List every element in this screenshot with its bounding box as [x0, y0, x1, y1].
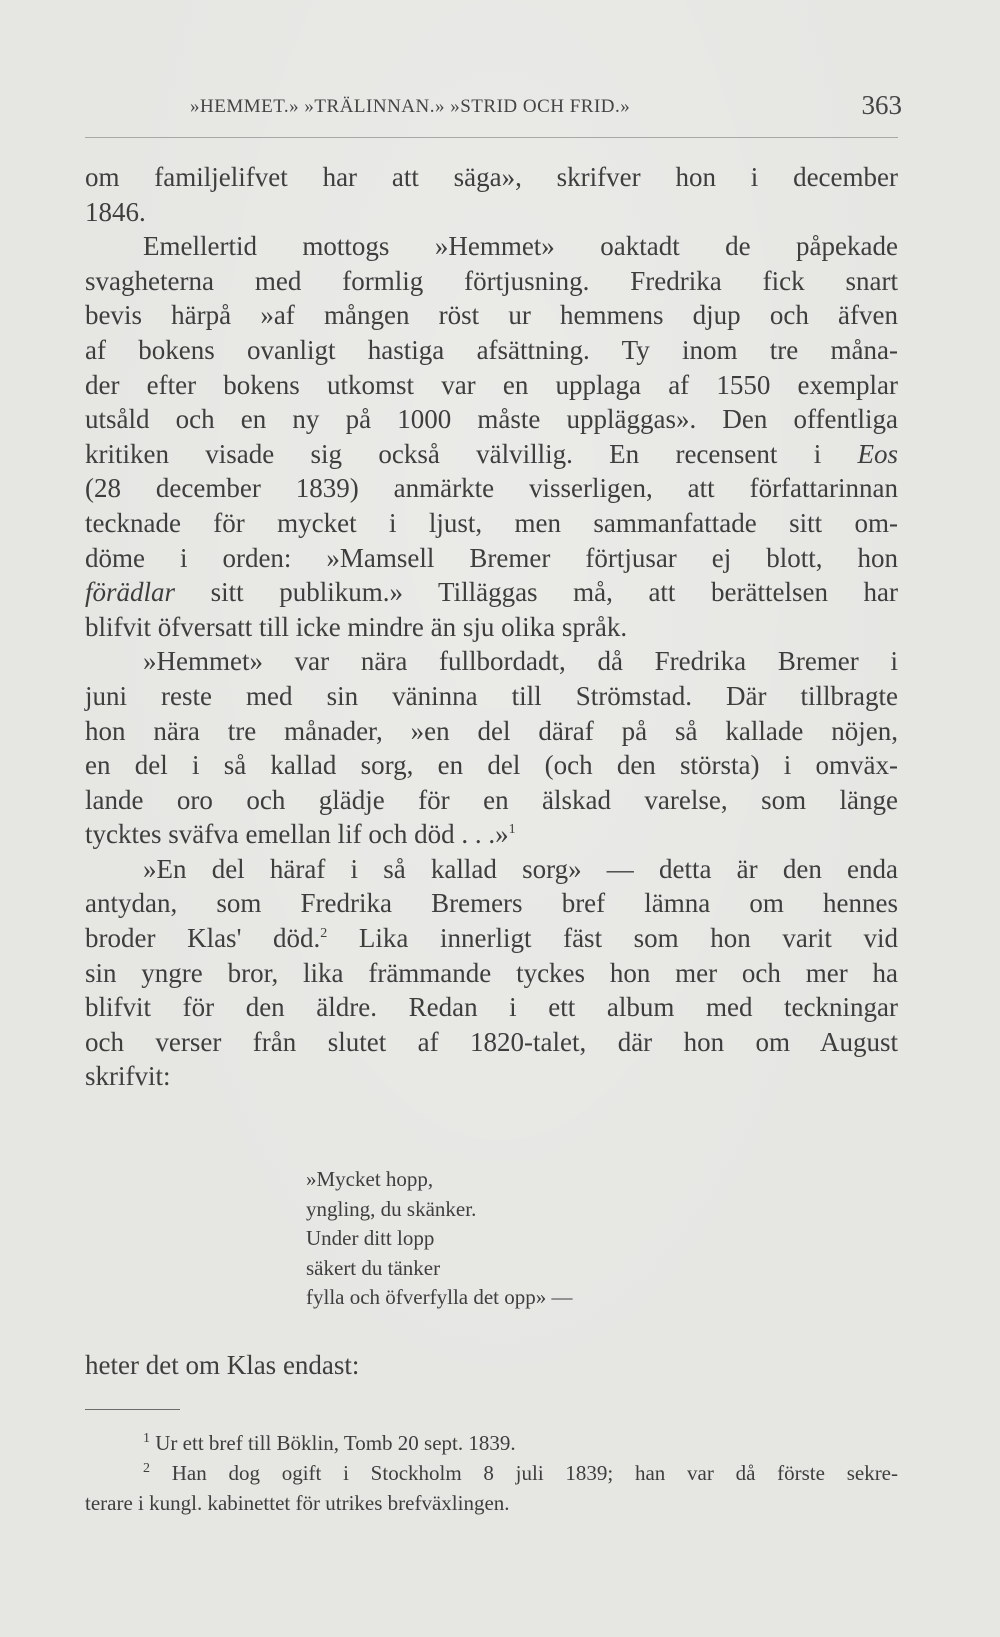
body-line: sin yngre bror, lika främmande tyckes hon mer och mer ha — [85, 957, 898, 988]
footnote-mark-1: 1 — [143, 1431, 150, 1446]
body-line: juni reste med sin väninna till Strömstad. Där tillbragte — [85, 680, 898, 711]
body-line: (28 december 1839) anmärkte visserligen, att författarinnan — [85, 473, 898, 504]
footnote-reference-2[interactable]: 2 — [320, 926, 328, 942]
header-rule — [85, 137, 898, 138]
footnote-2 — [85, 1458, 898, 1488]
body-line-segment: sitt publikum.» Tilläggas må, att berättelsen har — [175, 577, 898, 608]
body-line: Emellertid mottogs »Hemmet» oaktadt de påpekade — [143, 231, 898, 262]
body-line: en del i så kallad sorg, en del (och den största) i omväx- — [85, 750, 898, 781]
footnote-2-continuation: terare i kungl. kabinettet för utrikes brefväxlingen. — [85, 1491, 510, 1515]
poem-line: »Mycket hopp, — [306, 1167, 434, 1191]
body-line: der efter bokens utkomst var en upplaga af 1550 exemplar — [85, 369, 898, 400]
poem-line: säkert du tänker — [306, 1255, 441, 1280]
footnote-text-1: Ur ett bref till Böklin, Tomb 20 sept. 1839. — [155, 1431, 516, 1455]
poem-line: fylla och öfverfylla det opp» — — [306, 1285, 573, 1309]
body-line: skrifvit: — [85, 1061, 171, 1092]
body-line: lande oro och glädje för en älskad varelse, som länge — [85, 784, 898, 815]
body-line: »En del häraf i så kallad sorg» — detta är den enda — [143, 853, 898, 884]
body-line-with-italic — [85, 437, 898, 472]
body-line: svagheterna med formlig förtjusning. Fredrika fick snart — [85, 265, 898, 296]
footnotes — [85, 1428, 898, 1518]
body-line-segment: Lika innerligt fäst som hon varit vid — [327, 923, 898, 954]
body-line: »Hemmet» var nära fullbordadt, då Fredrika Bremer i — [143, 646, 898, 677]
body-line: utsåld och en ny på 1000 måste uppläggas». Den offentliga — [85, 404, 898, 435]
body-line: af bokens ovanligt hastiga afsättning. Ty inom tre måna- — [85, 334, 898, 365]
body-line: om familjelifvet har att säga», skrifver hon i december — [85, 162, 898, 192]
body-line-segment: kritiken visade sig också välvillig. En recensent i — [85, 438, 858, 469]
body-line: döme i orden: »Mamsell Bremer förtjusar ej blott, hon — [85, 542, 898, 573]
body-line-with-footnote — [85, 921, 898, 956]
footnote-rule — [85, 1409, 180, 1410]
body-line: bevis härpå »af mången röst ur hemmens djup och äfven — [85, 300, 898, 331]
body-line-segment: tycktes sväfva emellan lif och död . . .» — [85, 819, 509, 850]
body-line-segment: broder Klas' död. — [85, 923, 321, 954]
body-line: hon nära tre månader, »en del däraf på så kallade nöjen, — [85, 715, 898, 746]
body-line: heter det om Klas endast: — [85, 1350, 360, 1380]
footnote-mark-2: 2 — [143, 1461, 150, 1476]
poem-line: yngling, du skänker. — [306, 1196, 477, 1221]
body-line: blifvit för den äldre. Redan i ett album med teckningar — [85, 992, 898, 1023]
page-header — [0, 90, 1000, 132]
body-line: och verser från slutet af 1820-talet, där hon om August — [85, 1026, 898, 1057]
italic-foradlar: förädlar — [85, 577, 176, 608]
body-text — [85, 160, 898, 1094]
footnote-reference-1[interactable]: 1 — [508, 822, 516, 838]
poem-quote — [306, 1165, 806, 1313]
body-line: 1846. — [85, 196, 146, 227]
running-head: »HEMMET.» »TRÄLINNAN.» »STRID OCH FRID.» — [190, 96, 631, 117]
footnote-text-2: Han dog ogift i Stockholm 8 juli 1839; han var då förste sekre- — [171, 1461, 898, 1485]
body-line: tecknade för mycket i ljust, men sammanfattade sitt om- — [85, 507, 898, 538]
poem-line: Under ditt lopp — [306, 1226, 435, 1250]
journal-title-eos: Eos — [857, 438, 898, 469]
page-number: 363 — [861, 90, 902, 120]
body-line-with-italic — [85, 575, 898, 610]
footnote-1 — [85, 1428, 898, 1458]
after-poem-text — [85, 1348, 898, 1383]
body-line: blifvit öfversatt till icke mindre än sju olika språk. — [85, 611, 628, 642]
body-line: antydan, som Fredrika Bremers bref lämna om hennes — [85, 888, 898, 919]
body-line-with-footnote — [85, 817, 898, 852]
